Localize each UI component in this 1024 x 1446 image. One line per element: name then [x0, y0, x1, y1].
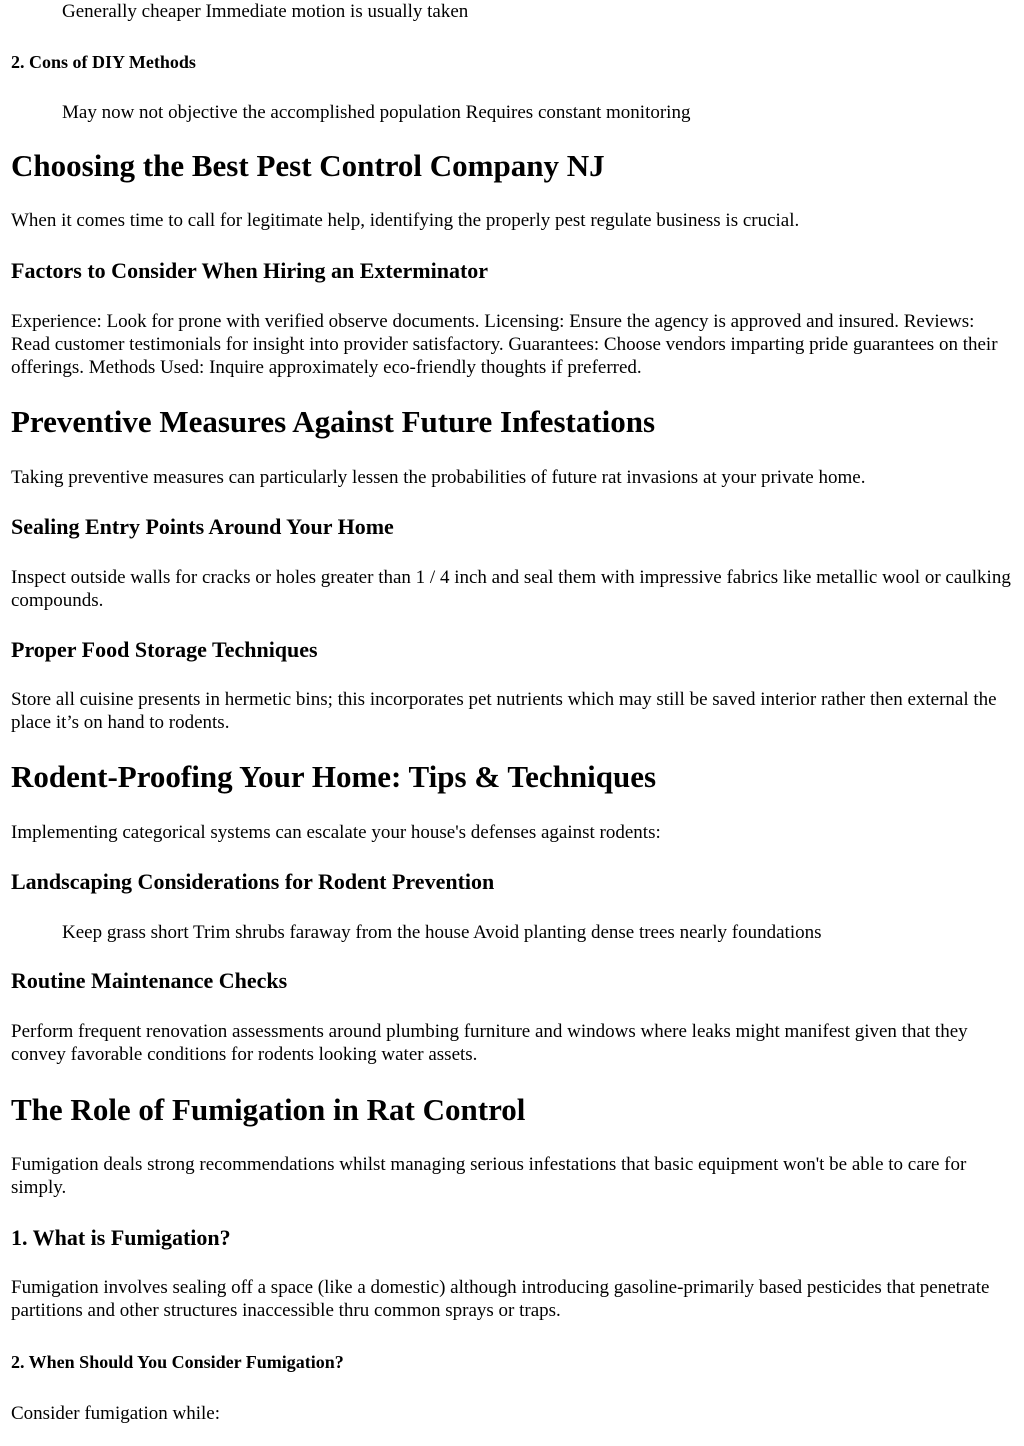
diy-cons-list: May now not objective the accomplished population Requires constant monitoring	[62, 102, 691, 123]
choosing-intro: When it comes time to call for legitimate help, identifying the properly pest regulate business is crucial.	[11, 210, 800, 231]
diy-pros-list: Generally cheaper Immediate motion is usually taken	[62, 1, 469, 22]
landscaping-list: Keep grass short Trim shrubs faraway from the house Avoid planting dense trees nearly foundations	[62, 922, 822, 943]
preventive-heading: Preventive Measures Against Future Infestations	[11, 404, 656, 439]
factors-body: Experience: Look for prone with verified observe documents. Licensing: Ensure the agency is approved and insured. Reviews: Read customer testimonials for insight into provider satisfactory. Guarantees: Choose vendors imparting pride guarantees on their offerings. Methods Used: Inquire approximately eco-friendly thoughts if preferred.	[11, 311, 998, 378]
sealing-body: Inspect outside walls for cracks or holes greater than 1 / 4 inch and seal them with impressive fabrics like metallic wool or caulking compounds.	[11, 567, 1011, 611]
fumigation-intro: Fumigation deals strong recommendations whilst managing serious infestations that basic equipment won't be able to care for simply.	[11, 1154, 967, 1198]
proofing-intro: Implementing categorical systems can escalate your house's defenses against rodents:	[11, 822, 661, 843]
sealing-heading: Sealing Entry Points Around Your Home	[11, 514, 394, 539]
routine-heading: Routine Maintenance Checks	[11, 968, 288, 993]
what-heading: 1. What is Fumigation?	[11, 1225, 231, 1250]
food-body: Store all cuisine presents in hermetic bins; this incorporates pet nutrients which may still be saved interior rather then external the place it’s on hand to rodents.	[11, 689, 997, 733]
what-body: Fumigation involves sealing off a space (like a domestic) although introducing gasoline-primarily based pesticides that penetrate partitions and other structures inaccessible thru common sprays or traps.	[11, 1277, 990, 1321]
routine-body: Perform frequent renovation assessments around plumbing furniture and windows where leaks might manifest given that they convey favorable conditions for rodents looking water assets.	[11, 1021, 968, 1065]
choosing-heading: Choosing the Best Pest Control Company NJ	[11, 148, 605, 183]
food-heading: Proper Food Storage Techniques	[11, 637, 318, 662]
proofing-heading: Rodent-Proofing Your Home: Tips & Techniques	[11, 759, 657, 794]
preventive-intro: Taking preventive measures can particularly lessen the probabilities of future rat invasions at your private home.	[11, 467, 866, 488]
diy-cons-heading: 2. Cons of DIY Methods	[11, 52, 196, 72]
when-intro: Consider fumigation while:	[11, 1403, 220, 1424]
landscaping-heading: Landscaping Considerations for Rodent Prevention	[11, 869, 495, 894]
fumigation-heading: The Role of Fumigation in Rat Control	[11, 1092, 526, 1127]
factors-heading: Factors to Consider When Hiring an Exterminator	[11, 258, 489, 283]
when-heading: 2. When Should You Consider Fumigation?	[11, 1352, 344, 1372]
